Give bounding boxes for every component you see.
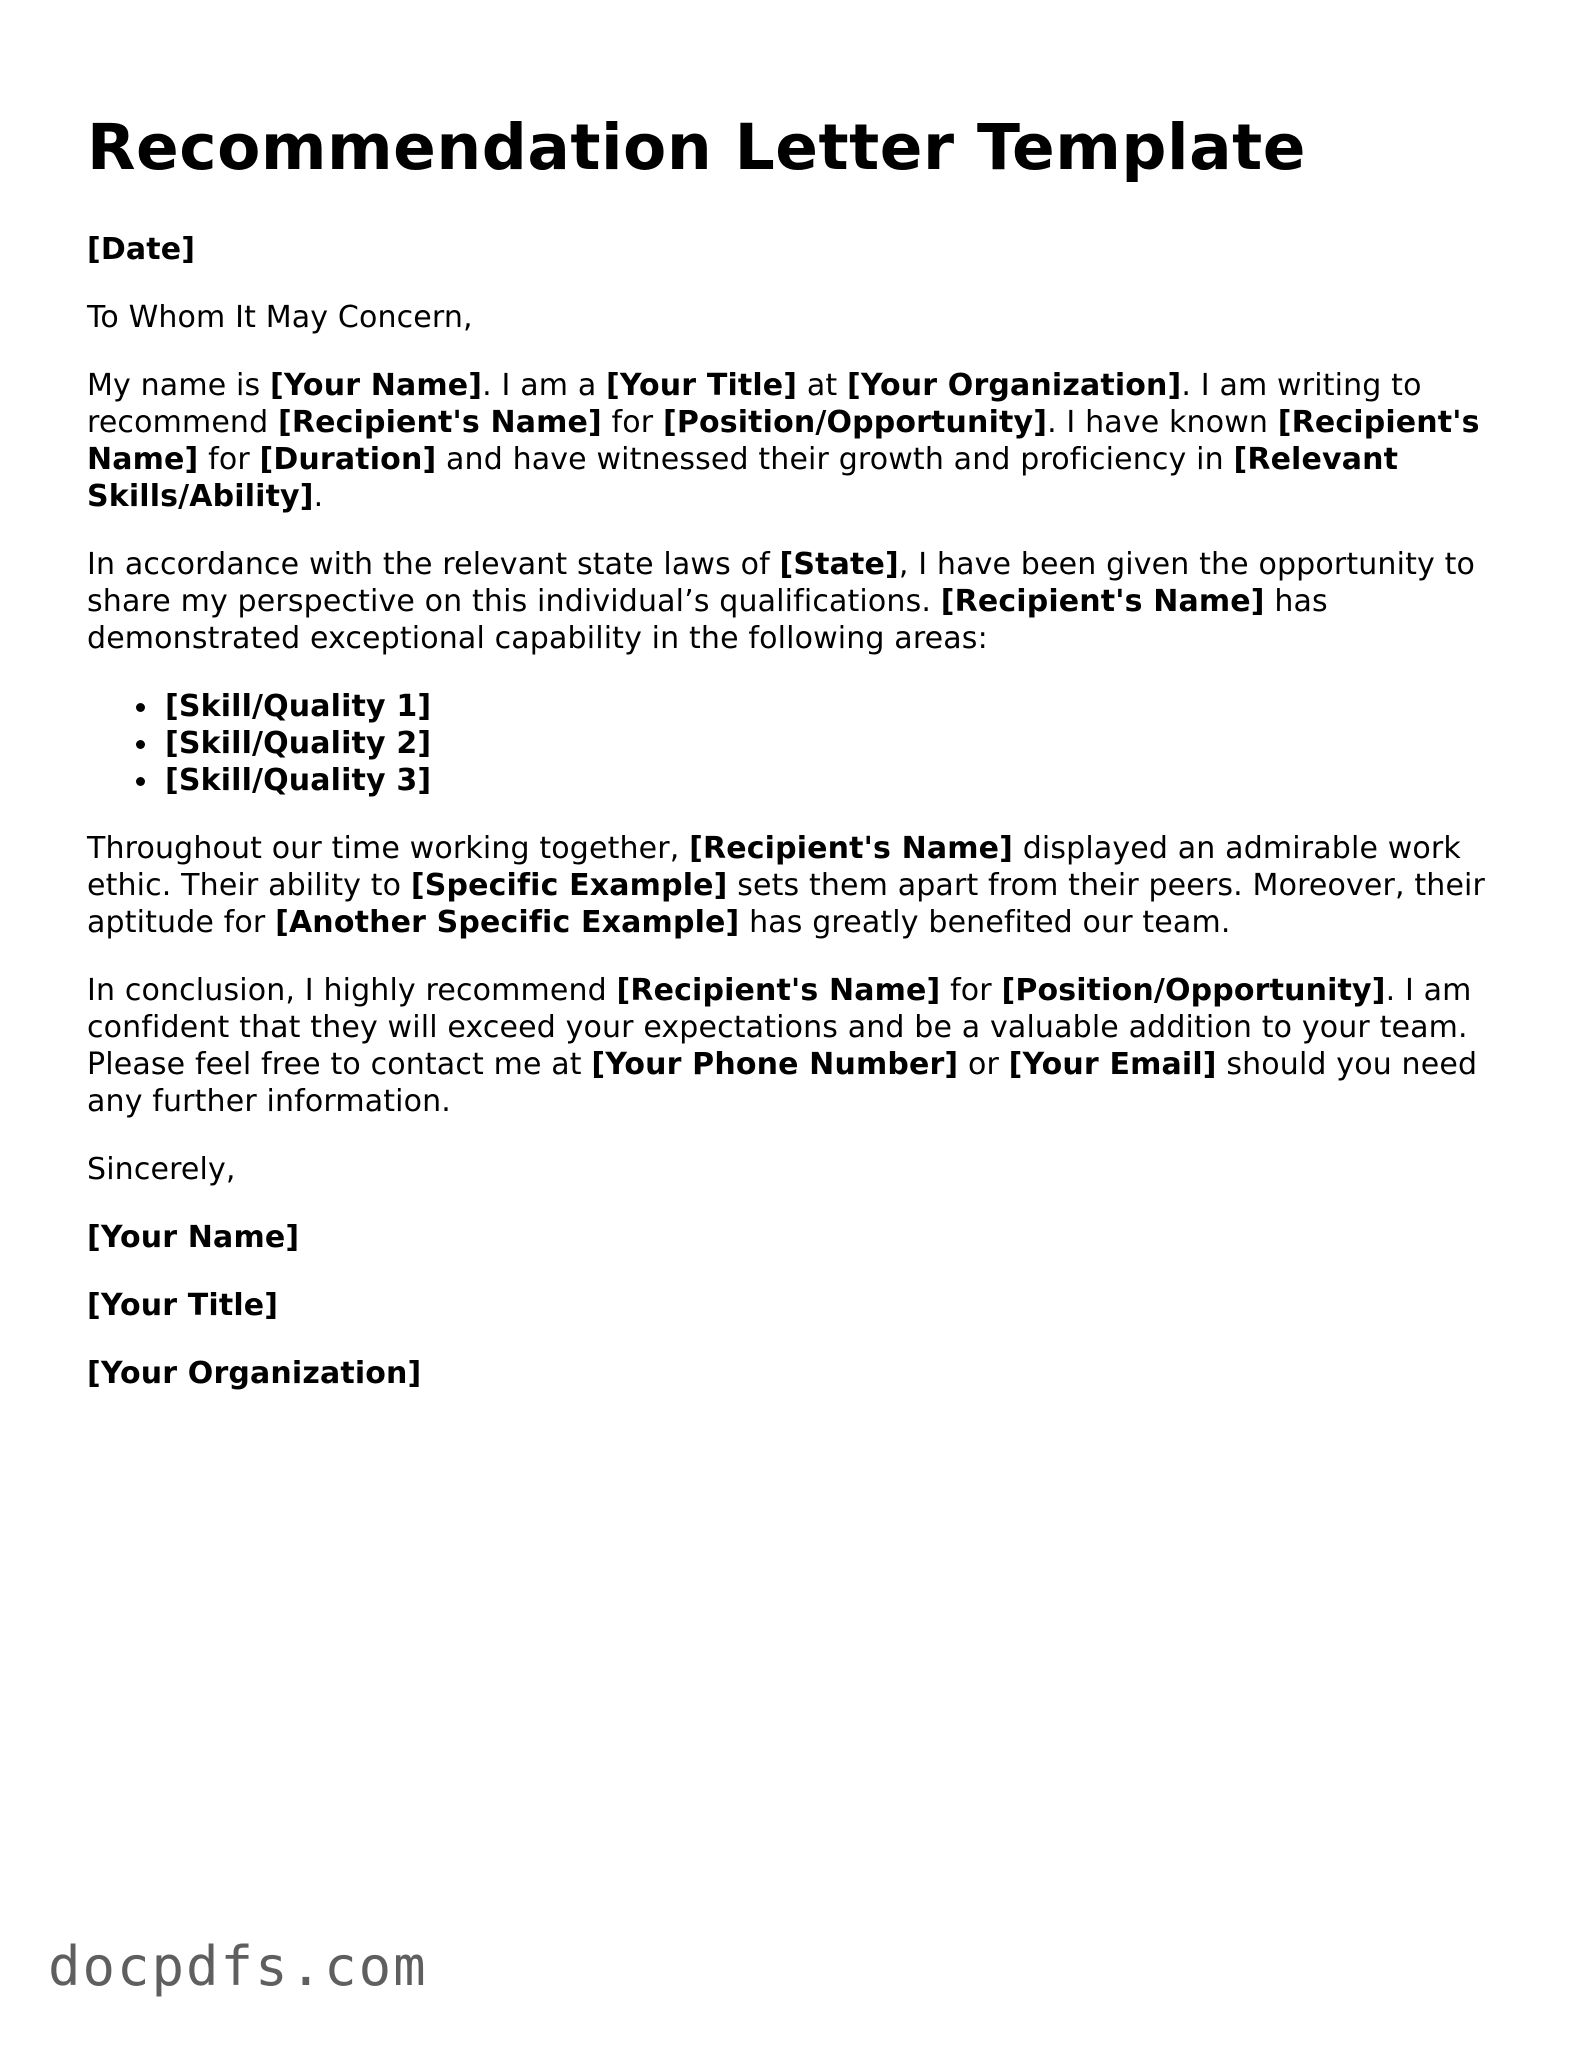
specific-example-placeholder: [Specific Example] [410, 868, 728, 903]
signature-title: [Your Title] [87, 1288, 279, 1323]
letter-body [87, 231, 1507, 1392]
state-placeholder: [State] [779, 547, 899, 582]
text-run: should you need any further information. [87, 1047, 1478, 1119]
signature-name: [Your Name] [87, 1220, 300, 1255]
position-placeholder: [Position/Opportunity] [1001, 973, 1386, 1008]
work-ethic-paragraph [87, 830, 1507, 941]
page-title: Recommendation Letter Template [87, 111, 1306, 184]
salutation: To Whom It May Concern, [87, 300, 473, 335]
text-run: . I have known [1047, 405, 1278, 440]
relevant-skills-placeholder: [Relevant Skills/Ability] [87, 442, 1399, 514]
your-title-placeholder: [Your Title] [606, 368, 798, 403]
text-run: , I have been given the opportunity to share my perspective on this individual’s qualifications. [87, 547, 1475, 619]
text-run: Throughout our time working together, [87, 831, 690, 866]
state-paragraph [87, 546, 1507, 657]
duration-placeholder: [Duration] [259, 442, 437, 477]
text-run: and have witnessed their growth and proficiency in [436, 442, 1234, 477]
conclusion-paragraph [87, 972, 1507, 1120]
date-placeholder: [Date] [87, 232, 196, 267]
phone-placeholder: [Your Phone Number] [591, 1047, 959, 1082]
text-run: sets them apart from their peers. Moreover, their aptitude for [87, 868, 1486, 940]
recipient-name-placeholder: [Recipient's Name] [616, 973, 941, 1008]
text-run: My name is [87, 368, 270, 403]
text-run: . [313, 479, 324, 514]
closing: Sincerely, [87, 1152, 236, 1187]
text-run: In conclusion, I highly recommend [87, 973, 617, 1008]
text-run: for [601, 405, 663, 440]
recipient-name-placeholder: [Recipient's Name] [689, 831, 1014, 866]
email-placeholder: [Your Email] [1008, 1047, 1217, 1082]
text-run: has greatly benefited our team. [739, 905, 1231, 940]
text-run: or [958, 1047, 1009, 1082]
your-name-placeholder: [Your Name] [269, 368, 483, 403]
text-run: In accordance with the relevant state laws of [87, 547, 780, 582]
intro-paragraph [87, 367, 1507, 515]
text-run: at [797, 368, 847, 403]
list-item: [Skill/Quality 3] [165, 762, 1507, 799]
text-run: . I am writing to recommend [87, 368, 1422, 440]
text-run: for [940, 973, 1002, 1008]
watermark: docpdfs.com [48, 1935, 428, 1998]
skills-list [87, 688, 1507, 799]
position-placeholder: [Position/Opportunity] [662, 405, 1048, 440]
recipient-name-placeholder: [Recipient's Name] [940, 584, 1265, 619]
another-example-placeholder: [Another Specific Example] [275, 905, 740, 940]
signature-organization: [Your Organization] [87, 1356, 422, 1391]
list-item: [Skill/Quality 2] [165, 725, 1507, 762]
recipient-name-placeholder: [Recipient's Name] [87, 405, 1480, 477]
text-run: displayed an admirable work ethic. Their ability to [87, 831, 1461, 903]
text-run: . I am a [482, 368, 607, 403]
letter-page [87, 108, 1507, 1392]
text-run: has demonstrated exceptional capability in the following areas: [87, 584, 1328, 656]
recipient-name-placeholder: [Recipient's Name] [277, 405, 602, 440]
text-run: for [198, 442, 260, 477]
your-organization-placeholder: [Your Organization] [847, 368, 1182, 403]
text-run: . I am confident that they will exceed your expectations and be a valuable addition to your team. Please feel free to contact me at [87, 973, 1472, 1082]
list-item: [Skill/Quality 1] [165, 688, 1507, 725]
